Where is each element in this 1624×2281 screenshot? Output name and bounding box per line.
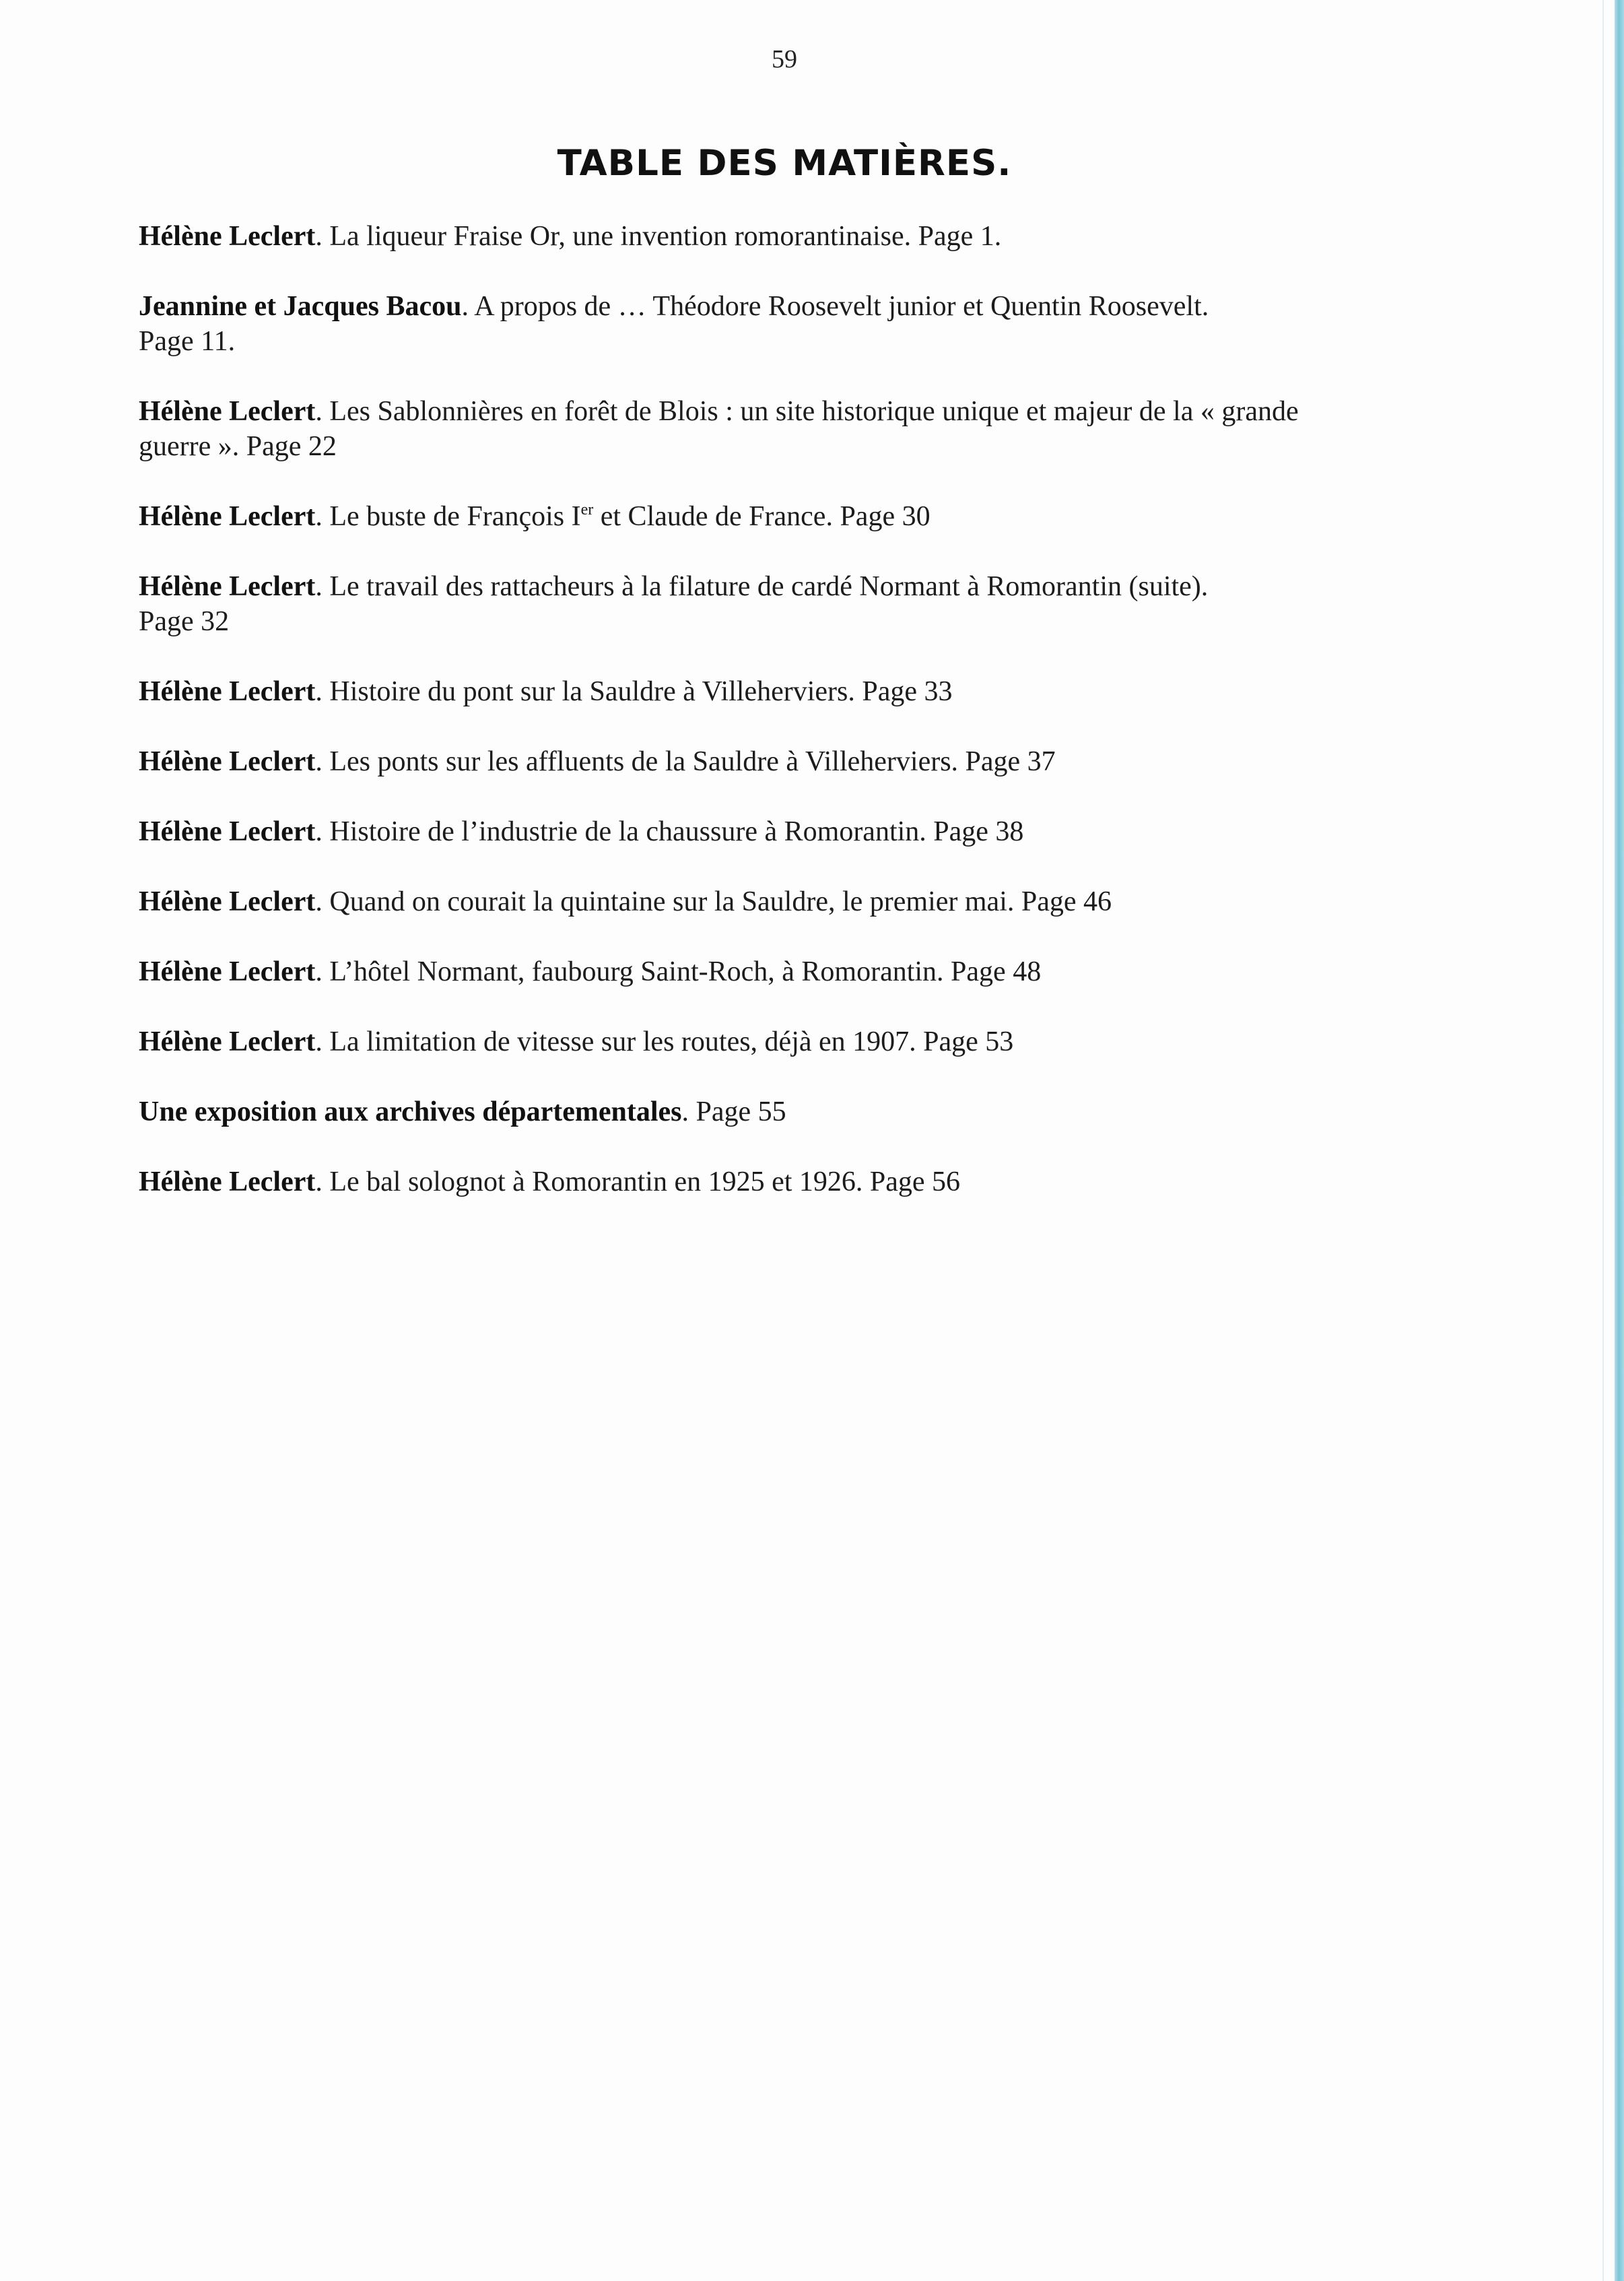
toc-entry — [139, 954, 1458, 989]
toc-entry — [139, 674, 1458, 709]
toc-entry-text-after: et Claude de France. Page 30 — [593, 501, 931, 532]
toc-entry-text-continued: guerre ». Page 22 — [139, 431, 337, 462]
toc-entry-text: . Les Sablonnières en forêt de Blois : un site historique unique et majeur de la « grande — [315, 396, 1299, 427]
toc-entry — [139, 884, 1458, 919]
toc-entry-author: Hélène Leclert — [139, 746, 316, 777]
toc-entry-author: Hélène Leclert — [139, 956, 316, 987]
toc-entry — [139, 814, 1458, 849]
toc-entry-text: . La limitation de vitesse sur les routes, déjà en 1907. Page 53 — [315, 1026, 1014, 1057]
toc-entry-text: . A propos de … Théodore Roosevelt junior et Quentin Roosevelt. — [461, 291, 1209, 322]
toc-entry — [139, 499, 1458, 534]
toc-entry-author: Hélène Leclert — [139, 571, 316, 602]
toc-entry-text — [315, 501, 930, 532]
table-of-contents — [139, 219, 1458, 1234]
toc-entry-text: . La liqueur Fraise Or, une invention romorantinaise. Page 1. — [315, 221, 1002, 252]
toc-entry-text: . Le travail des rattacheurs à la filature de cardé Normant à Romorantin (suite). — [315, 571, 1209, 602]
toc-entry — [139, 1164, 1458, 1199]
toc-entry-text: . Le bal solognot à Romorantin en 1925 et 1926. Page 56 — [315, 1166, 961, 1197]
toc-entry-text: . Les ponts sur les affluents de la Sauldre à Villeherviers. Page 37 — [315, 746, 1056, 777]
scan-edge-strip — [1615, 0, 1624, 2281]
toc-entry — [139, 1024, 1458, 1059]
toc-entry-author: Une exposition aux archives départementales — [139, 1096, 682, 1127]
toc-entry — [139, 1094, 1458, 1129]
toc-entry-text: . L’hôtel Normant, faubourg Saint-Roch, à Romorantin. Page 48 — [315, 956, 1042, 987]
toc-entry-text-continued: Page 32 — [139, 606, 230, 637]
toc-entry-text-continued: Page 11. — [139, 326, 236, 357]
toc-entry — [139, 289, 1458, 359]
toc-entry-author: Hélène Leclert — [139, 816, 316, 847]
superscript-ordinal: er — [580, 501, 594, 519]
toc-entry-author: Hélène Leclert — [139, 886, 316, 917]
toc-entry — [139, 569, 1458, 639]
toc-entry-author: Hélène Leclert — [139, 1026, 316, 1057]
toc-entry-text: . Histoire de l’industrie de la chaussure à Romorantin. Page 38 — [315, 816, 1024, 847]
toc-entry-author: Hélène Leclert — [139, 676, 316, 707]
toc-entry-author: Hélène Leclert — [139, 501, 316, 532]
toc-entry-author: Jeannine et Jacques Bacou — [139, 291, 462, 322]
toc-entry-author: Hélène Leclert — [139, 396, 316, 427]
toc-entry — [139, 394, 1458, 464]
page-number: 59 — [772, 45, 797, 73]
toc-entry-author: Hélène Leclert — [139, 221, 316, 252]
toc-entry-text: . Histoire du pont sur la Sauldre à Villeherviers. Page 33 — [315, 676, 953, 707]
toc-entry-author: Hélène Leclert — [139, 1166, 316, 1197]
toc-entry — [139, 219, 1458, 254]
page-title: TABLE DES MATIÈRES. — [557, 143, 1012, 184]
scan-edge-line — [1602, 0, 1604, 2281]
toc-entry — [139, 744, 1458, 779]
toc-entry-text: . Quand on courait la quintaine sur la Sauldre, le premier mai. Page 46 — [315, 886, 1112, 917]
toc-entry-text: . Page 55 — [681, 1096, 786, 1127]
toc-entry-text-before: . Le buste de François I — [315, 501, 581, 532]
